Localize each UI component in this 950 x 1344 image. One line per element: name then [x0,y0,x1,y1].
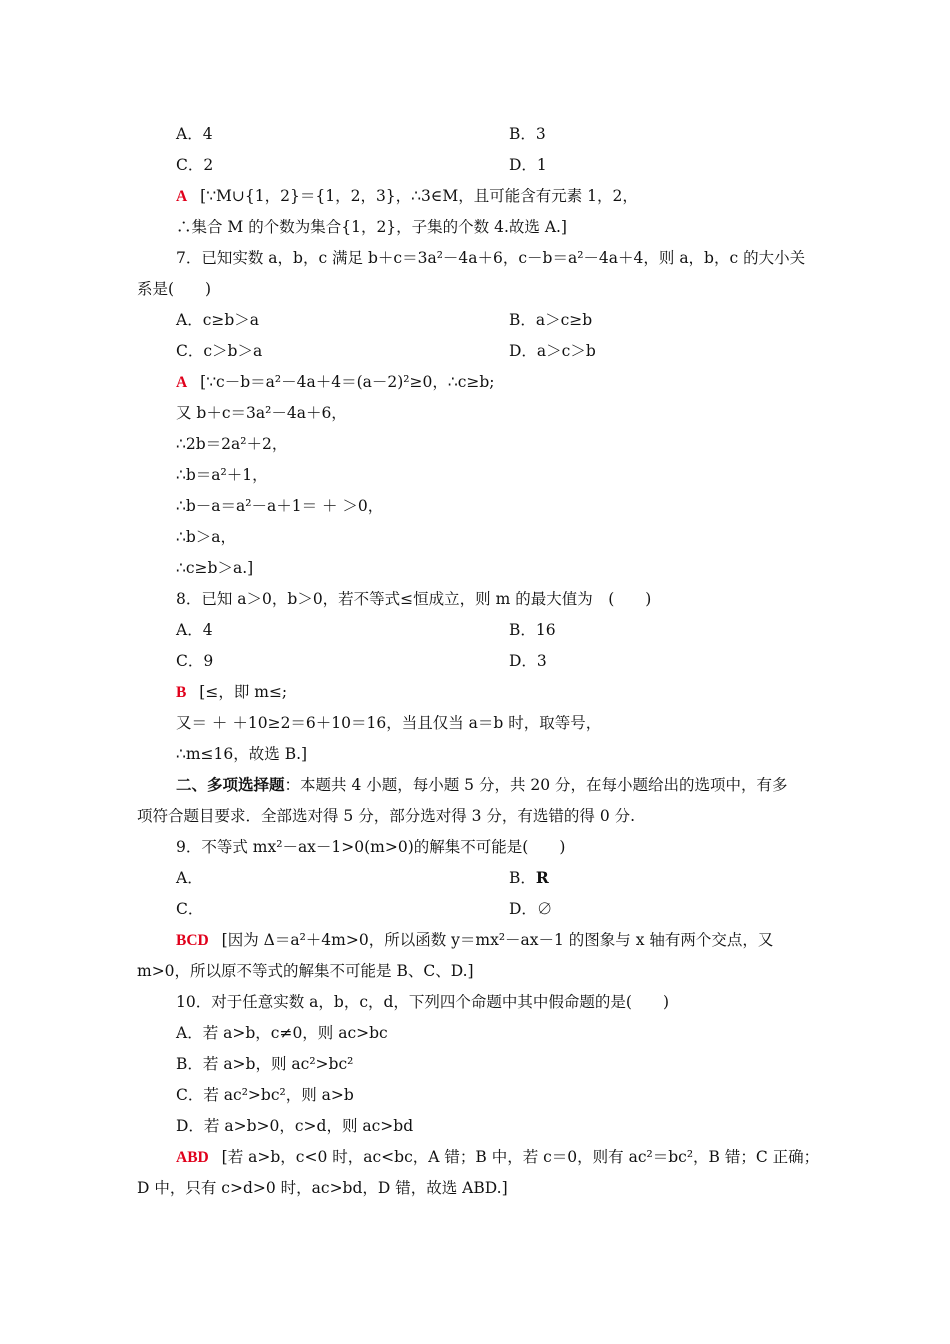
q10-solution-line-2: D 中，只有 c>d>0 时，ac>bd，D 错，故选 ABD.] [137,1179,508,1197]
q7-solution-line-3: ∴2b＝2a²＋2， [176,435,288,453]
q10-option-c: C．若 ac²>bc²，则 a>b [176,1086,354,1104]
q7-answer: A [176,374,188,391]
q6-solution-text: [∵M∪{1，2}＝{1，2，3}，∴3∈M，且可能含有元素 1，2， [200,187,638,205]
q9-stem: 9．不等式 mx²－ax－1>0(m>0)的解集不可能是( ) [176,838,566,856]
q7-option-d: D．a＞c＞b [509,342,596,360]
q6-option-d: D．1 [509,156,547,174]
section-2-text: ：本题共 4 小题，每小题 5 分，共 20 分，在每小题给出的选项中，有多 [284,776,788,794]
q7-solution-line-4: ∴b＝a²＋1， [176,466,268,484]
q8-solution-line-2: 又＝ ＋ ＋10≥2＝6＋10＝16，当且仅当 a＝b 时，取等号， [176,714,602,732]
q8-option-a: A．4 [176,621,213,639]
q9-option-b [509,868,549,888]
q8-option-c: C．9 [176,652,214,670]
q6-option-b: B．3 [509,125,546,143]
q6-solution-line-2: ∴集合 M 的个数为集合{1，2}，子集的个数 4.故选 A.] [176,218,567,236]
q7-solution-text: [∵c－b＝a²－4a＋4＝(a－2)²≥0，∴c≥b; [200,373,495,391]
q6-answer: A [176,188,188,205]
q10-option-d: D．若 a>b>0，c>d，则 ac>bd [176,1117,414,1135]
q8-stem: 8．已知 a＞0，b＞0，若不等式≤恒成立，则 m 的最大值为 ( ) [176,590,652,608]
q7-solution-line-7: ∴c≥b＞a.] [176,559,254,577]
section-2-intro-line-2: 项符合题目要求．全部选对得 5 分，部分选对得 3 分，有选错的得 0 分. [137,807,636,825]
q6-option-c: C．2 [176,156,214,174]
q10-answer: ABD [176,1149,209,1166]
q9-option-b-label: B． [509,869,536,887]
q7-solution-line-5: ∴b－a＝a²－a＋1＝ ＋ ＞0， [176,497,384,515]
q7-stem-line-2: 系是( ) [137,280,212,298]
q9-answer: BCD [176,932,209,949]
q8-option-d: D．3 [509,652,547,670]
q7-solution-line-6: ∴b＞a， [176,528,237,546]
q7-option-a: A．c≥b＞a [176,311,260,329]
q9-option-d: D．∅ [509,900,553,918]
q9-solution-line-1 [176,930,773,951]
q10-option-b: B．若 a>b，则 ac²>bc² [176,1055,354,1073]
q9-option-b-value: R [535,868,549,887]
q8-solution-line-3: ∴m≤16，故选 B.] [176,745,308,763]
q7-stem-line-1: 7．已知实数 a，b，c 满足 b＋c＝3a²－4a＋6，c－b＝a²－4a＋4，则 a，b，c 的大小关 [176,249,806,267]
q10-solution-line-1 [176,1147,819,1168]
q9-solution-line-2: m>0，所以原不等式的解集不可能是 B、C、D.] [137,962,474,980]
q9-solution-text: [因为 Δ＝a²＋4m>0，所以函数 y＝mx²－ax－1 的图象与 x 轴有两个交点，又 [221,931,774,949]
q10-stem: 10．对于任意实数 a，b，c，d，下列四个命题中其中假命题的是( ) [176,993,670,1011]
q8-solution-text: [≤，即 m≤; [199,683,288,701]
q8-solution-line-1 [176,682,287,703]
q8-answer: B [176,684,187,701]
q7-solution-line-2: 又 b＋c＝3a²－4a＋6， [176,404,347,422]
section-2-title: 二、多项选择题 [176,775,285,794]
q6-solution-line-1 [176,186,638,207]
section-2-intro-line-1 [176,775,788,795]
q7-option-c: C．c＞b＞a [176,342,263,360]
q7-option-b: B．a＞c≥b [509,311,593,329]
q10-solution-text: [若 a>b，c<0 时，ac<bc，A 错；B 中，若 c＝0，则有 ac²＝bc²，B 错；C 正确； [221,1148,820,1166]
q9-option-c: C． [176,900,204,918]
q8-option-b: B．16 [509,621,556,639]
q9-option-a: A． [176,869,203,887]
q6-option-a: A．4 [176,125,213,143]
q10-option-a: A．若 a>b，c≠0，则 ac>bc [176,1024,388,1042]
q7-solution-line-1 [176,372,495,393]
